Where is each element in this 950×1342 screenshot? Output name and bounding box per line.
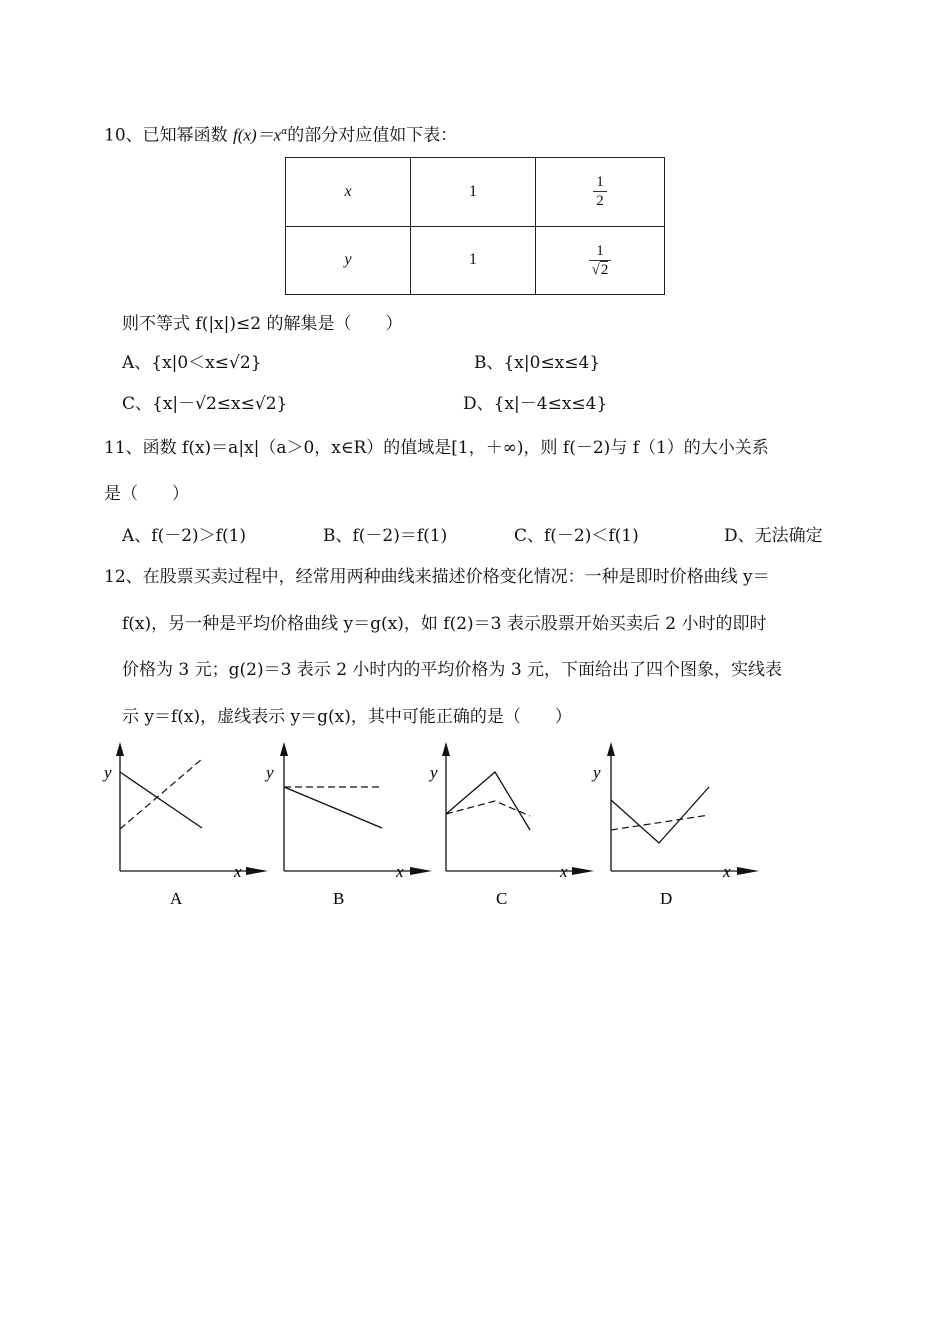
table-x-label: x — [286, 158, 411, 227]
table-y-value-1: 1 — [411, 226, 536, 295]
graph-a-dashed-line — [120, 759, 202, 829]
graph-d-x-label: x — [723, 862, 731, 881]
table-y-label: y — [286, 226, 411, 295]
graph-d-y-arrow — [607, 742, 615, 756]
graph-b-solid-line — [284, 787, 382, 828]
q10-stem-func: f — [233, 125, 238, 145]
graph-d-x-arrow — [737, 867, 759, 875]
graph-c-y-label: y — [430, 763, 438, 782]
graph-c-solid-line — [446, 772, 530, 830]
graph-b-y-label: y — [266, 763, 274, 782]
q10-option-b: B、{x|0≤x≤4} — [474, 353, 601, 373]
graph-c-label: C — [496, 889, 508, 908]
graph-b-label: B — [333, 889, 345, 908]
graph-a-label: A — [170, 889, 183, 908]
q11-line2: 是（ ） — [104, 484, 189, 504]
graph-c-y-arrow — [442, 742, 450, 756]
graph-c-x-label: x — [560, 862, 568, 881]
graph-b-x-label: x — [396, 862, 404, 881]
q12-line1: 12、在股票买卖过程中，经常用两种曲线来描述价格变化情况：一种是即时价格曲线 y＝ — [104, 567, 770, 587]
q11-option-c: C、f(－2)＜f(1) — [514, 526, 639, 546]
table-y-value-2: $\frac{1}{√2}$ — [536, 226, 665, 295]
graph-c — [422, 740, 602, 915]
graph-d-y-label: y — [593, 763, 601, 782]
graph-a-x-label: x — [234, 862, 242, 881]
q10-option-d: D、{x|－4≤x≤4} — [463, 394, 608, 414]
graph-d-label: D — [660, 889, 673, 908]
q10-question: 则不等式 f(|x|)≤2 的解集是（ ） — [122, 314, 403, 334]
graph-d-dashed-line — [611, 815, 709, 830]
q11-line1: 11、函数 f(x)＝a|x|（a＞0，x∈R）的值域是[1，＋∞)，则 f(－2)与 f（1）的大小关系 — [104, 438, 769, 458]
graph-a-y-arrow — [116, 742, 124, 756]
graph-d-solid-line — [611, 787, 709, 843]
q10-stem: 10、已知幂函数 $f(x)=x^\alpha$的部分对应值如下表： — [104, 125, 458, 146]
q11-option-d: D、无法确定 — [724, 526, 823, 546]
graph-a-solid-line — [120, 772, 202, 828]
q12-line4: 示 y＝f(x)，虚线表示 y＝g(x)，其中可能正确的是（ ） — [122, 707, 572, 727]
q10-option-a: A、{x|0＜x≤√2} — [122, 353, 262, 373]
table-x-value-1: 1 — [411, 158, 536, 227]
table-x-value-2: $\frac{1}{2}$ — [536, 158, 665, 227]
graph-a — [96, 740, 276, 915]
graph-b — [260, 740, 440, 915]
q11-option-a: A、f(－2)＞f(1) — [122, 526, 247, 546]
graph-a-y-label: y — [104, 763, 112, 782]
value-table — [285, 157, 665, 295]
q12-line2: f(x)，另一种是平均价格曲线 y＝g(x)，如 f(2)＝3 表示股票开始买卖后 2 小时的即时 — [122, 614, 767, 634]
q12-line3: 价格为 3 元；g(2)＝3 表示 2 小时内的平均价格为 3 元，下面给出了四个图象，实线表 — [122, 660, 783, 680]
q11-option-b: B、f(－2)＝f(1) — [323, 526, 448, 546]
graph-d — [587, 740, 767, 915]
graph-b-y-arrow — [280, 742, 288, 756]
q10-option-c: C、{x|－√2≤x≤√2} — [122, 394, 288, 414]
